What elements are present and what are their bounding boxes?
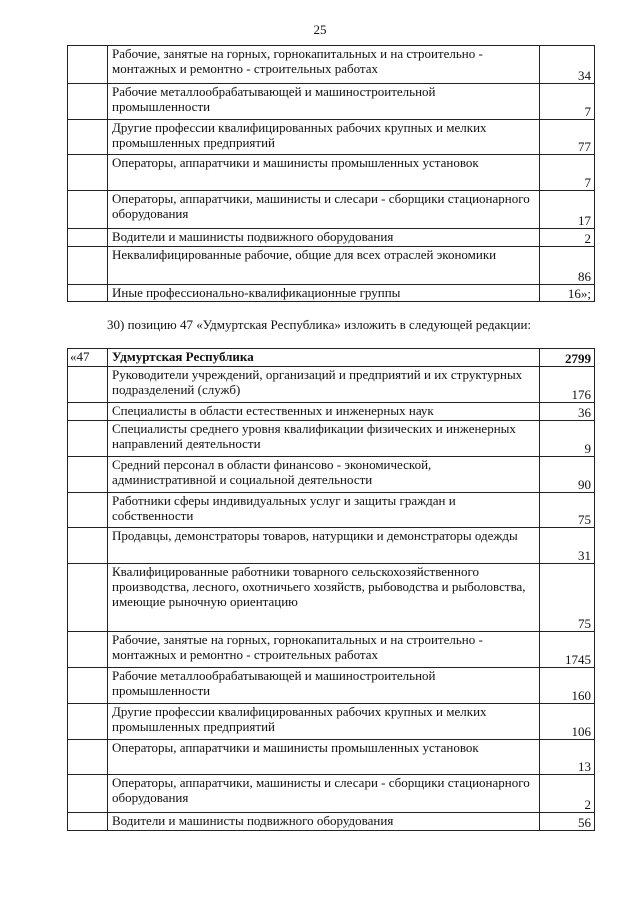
- row-value: 9: [540, 421, 595, 457]
- table-row: [68, 247, 595, 285]
- table-row: [68, 120, 595, 155]
- index-cell: [68, 120, 108, 155]
- row-label: Операторы, аппаратчики, машинисты и слесари - сборщики стационарного оборудования: [108, 191, 540, 229]
- table-row: [68, 367, 595, 403]
- index-cell: [68, 457, 108, 493]
- position-index: «47: [68, 349, 108, 367]
- index-cell: [68, 403, 108, 421]
- index-cell: [68, 704, 108, 740]
- row-label: Операторы, аппаратчики, машинисты и слесари - сборщики стационарного оборудования: [108, 775, 540, 813]
- row-label: Средний персонал в области финансово - экономической, административной и социальной деятельности: [108, 457, 540, 493]
- table-row: [68, 191, 595, 229]
- table-row: [68, 457, 595, 493]
- index-cell: [68, 84, 108, 120]
- bottom-table: [67, 348, 595, 831]
- index-cell: [68, 564, 108, 632]
- row-value: 1745: [540, 632, 595, 668]
- table-row: [68, 421, 595, 457]
- row-label: Специалисты в области естественных и инженерных наук: [108, 403, 540, 421]
- page-number: 25: [313, 22, 327, 37]
- index-cell: [68, 155, 108, 191]
- row-label: Рабочие, занятые на горных, горнокапитальных и на строительно - монтажных и ремонтно - строительных работах: [108, 46, 540, 84]
- table-row: [68, 493, 595, 528]
- index-cell: [68, 46, 108, 84]
- index-cell: [68, 493, 108, 528]
- table-row: [68, 740, 595, 775]
- region-name: Удмуртская Республика: [108, 349, 540, 367]
- table-row: [68, 528, 595, 564]
- table-row: [68, 403, 595, 421]
- row-value: 7: [540, 84, 595, 120]
- row-value: 75: [540, 564, 595, 632]
- row-value: 16»;: [540, 285, 595, 302]
- table-row: [68, 229, 595, 247]
- row-value: 31: [540, 528, 595, 564]
- row-label: Руководители учреждений, организаций и предприятий и их структурных подразделений (служб): [108, 367, 540, 403]
- row-label: Неквалифицированные рабочие, общие для всех отраслей экономики: [108, 247, 540, 285]
- row-value: 176: [540, 367, 595, 403]
- index-cell: [68, 229, 108, 247]
- table-row: [68, 84, 595, 120]
- row-label: Рабочие металлообрабатывающей и машиностроительной промышленности: [108, 84, 540, 120]
- index-cell: [68, 247, 108, 285]
- table-row: [68, 285, 595, 302]
- row-value: 36: [540, 403, 595, 421]
- index-cell: [68, 813, 108, 831]
- index-cell: [68, 421, 108, 457]
- row-label: Специалисты среднего уровня квалификации физических и инженерных направлений деятельности: [108, 421, 540, 457]
- index-cell: [68, 367, 108, 403]
- index-cell: [68, 632, 108, 668]
- row-label: Рабочие, занятые на горных, горнокапитальных и на строительно - монтажных и ремонтно - строительных работах: [108, 632, 540, 668]
- row-label: Работники сферы индивидуальных услуг и защиты граждан и собственности: [108, 493, 540, 528]
- row-label: Другие профессии квалифицированных рабочих крупных и мелких промышленных предприятий: [108, 120, 540, 155]
- table-header-row: [68, 349, 595, 367]
- row-label: Операторы, аппаратчики и машинисты промышленных установок: [108, 155, 540, 191]
- row-label: Иные профессионально-квалификационные группы: [108, 285, 540, 302]
- row-value: 17: [540, 191, 595, 229]
- index-cell: [68, 285, 108, 302]
- row-value: 13: [540, 740, 595, 775]
- table-row: [68, 632, 595, 668]
- row-value: 56: [540, 813, 595, 831]
- index-cell: [68, 740, 108, 775]
- table-row: [68, 46, 595, 84]
- table-row: [68, 775, 595, 813]
- index-cell: [68, 668, 108, 704]
- amendment-paragraph: [67, 318, 594, 331]
- index-cell: [68, 191, 108, 229]
- top-table: [67, 45, 595, 302]
- row-value: 77: [540, 120, 595, 155]
- row-value: 90: [540, 457, 595, 493]
- row-value: 86: [540, 247, 595, 285]
- table-row: [68, 155, 595, 191]
- row-label: Водители и машинисты подвижного оборудования: [108, 813, 540, 831]
- table-row: [68, 564, 595, 632]
- table-row: [68, 704, 595, 740]
- row-value: 2: [540, 229, 595, 247]
- row-label: Квалифицированные работники товарного сельскохозяйственного производства, лесного, охотничьего хозяйств, рыбоводства и рыболовства, имеющие рыночную ориентацию: [108, 564, 540, 632]
- index-cell: [68, 775, 108, 813]
- row-value: 2: [540, 775, 595, 813]
- row-value: 7: [540, 155, 595, 191]
- amendment-text: 30) позицию 47 «Удмуртская Республика» изложить в следующей редакции:: [107, 317, 532, 332]
- table-row: [68, 813, 595, 831]
- row-value: 160: [540, 668, 595, 704]
- index-cell: [68, 528, 108, 564]
- row-label: Продавцы, демонстраторы товаров, натурщики и демонстраторы одежды: [108, 528, 540, 564]
- region-total: 2799: [540, 349, 595, 367]
- row-value: 75: [540, 493, 595, 528]
- table-row: [68, 668, 595, 704]
- row-label: Рабочие металлообрабатывающей и машиностроительной промышленности: [108, 668, 540, 704]
- row-label: Водители и машинисты подвижного оборудования: [108, 229, 540, 247]
- row-value: 106: [540, 704, 595, 740]
- row-value: 34: [540, 46, 595, 84]
- row-label: Другие профессии квалифицированных рабочих крупных и мелких промышленных предприятий: [108, 704, 540, 740]
- row-label: Операторы, аппаратчики и машинисты промышленных установок: [108, 740, 540, 775]
